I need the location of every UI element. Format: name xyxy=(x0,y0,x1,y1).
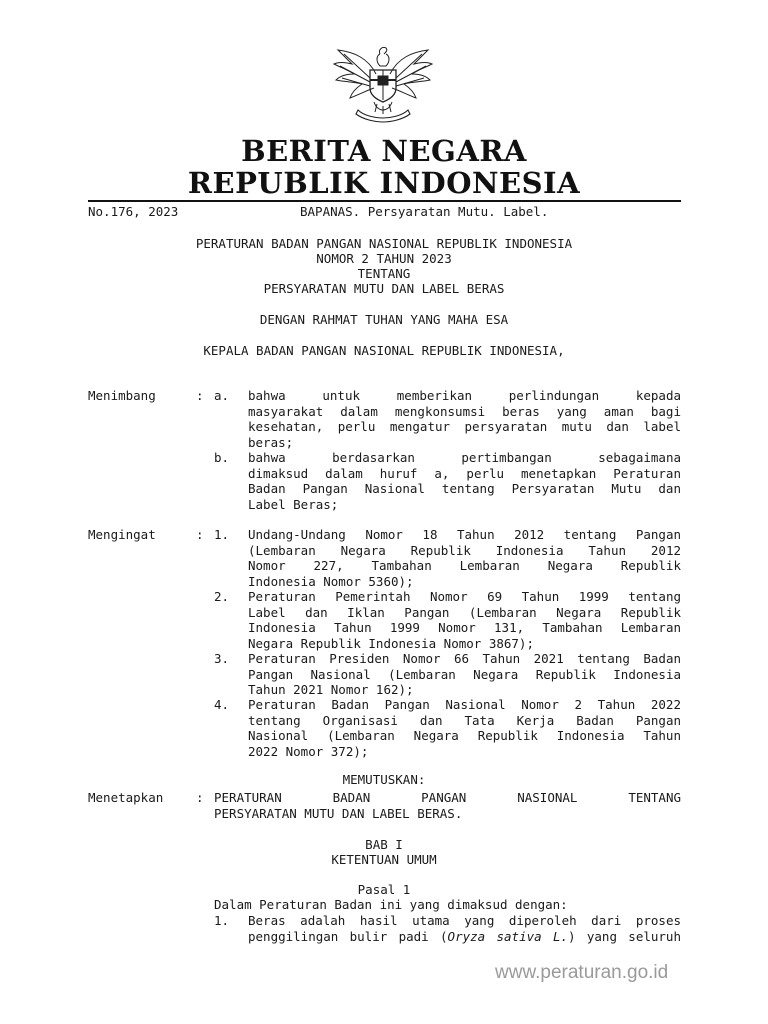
text-fragment: ) yang seluruh xyxy=(568,928,681,944)
gazette-number: No.176, 2023 xyxy=(88,204,179,219)
gazette-topic: BAPANAS. Persyaratan Mutu. Label. xyxy=(300,204,549,219)
text-line: PERSYARATAN MUTU DAN LABEL BERAS. xyxy=(214,805,463,821)
mengingat-item-4 xyxy=(248,697,681,759)
mengingat-marker-4: 4. xyxy=(214,697,230,712)
gazette-title: BERITA NEGARA xyxy=(241,134,527,168)
mengingat-marker-3: 3. xyxy=(214,651,230,666)
menimbang-section xyxy=(88,388,681,520)
scientific-name: Oryza sativa L. xyxy=(447,928,569,944)
authority-line: KEPALA BADAN PANGAN NASIONAL REPUBLIK INDONESIA, xyxy=(203,343,565,358)
text-line: kesehatan, perlu mengatur persyaratan mutu dan label xyxy=(248,419,681,434)
text-line: PERATURAN BADAN PANGAN NASIONAL TENTANG xyxy=(214,790,681,805)
menetapkan-text xyxy=(214,790,681,821)
garuda-emblem-icon xyxy=(330,44,436,124)
pasal-intro: Dalam Peraturan Badan ini yang dimaksud dengan: xyxy=(214,897,568,912)
pasal-item-1 xyxy=(214,913,681,945)
menetapkan-colon: : xyxy=(196,790,204,805)
pasal-item-text xyxy=(248,913,681,944)
text-line: Peraturan Presiden Nomor 66 Tahun 2021 tentang Badan xyxy=(248,651,681,666)
bab-number: BAB I xyxy=(365,837,403,852)
text-line: 2022 Nomor 372); xyxy=(248,743,369,759)
mengingat-section xyxy=(88,527,681,767)
mengingat-marker-1: 1. xyxy=(214,527,230,542)
mengingat-item-3 xyxy=(248,651,681,698)
menimbang-marker-a: a. xyxy=(214,388,230,403)
mengingat-item-2 xyxy=(248,589,681,651)
mengingat-item-1 xyxy=(248,527,681,589)
text-line: Indonesia Tahun 1999 Nomor 131, Tambahan Lembaran xyxy=(248,620,681,635)
text-line: Peraturan Badan Pangan Nasional Nomor 2 Tahun 2022 xyxy=(248,697,681,712)
text-line: Label Beras; xyxy=(248,496,339,512)
menimbang-item-b xyxy=(248,450,681,512)
website-watermark: www.peraturan.go.id xyxy=(495,962,669,983)
mengingat-label: Mengingat xyxy=(88,527,156,542)
text-fragment: penggilingan bulir padi ( xyxy=(248,928,448,944)
text-line: Badan Pangan Nasional tentang Persyaratan Mutu dan xyxy=(248,481,681,496)
regulation-tentang: TENTANG xyxy=(357,266,411,281)
gazette-subtitle: REPUBLIK INDONESIA xyxy=(187,166,581,200)
menetapkan-label: Menetapkan xyxy=(88,790,164,805)
text-line: Label dan Iklan Pangan (Lembaran Negara Republik xyxy=(248,604,681,620)
text-line: Tahun 2021 Nomor 162); xyxy=(248,682,414,697)
memutuskan-heading: MEMUTUSKAN: xyxy=(342,772,426,787)
text-line: Peraturan Pemerintah Nomor 69 Tahun 1999 tentang xyxy=(248,589,681,604)
regulation-title-line1: PERATURAN BADAN PANGAN NASIONAL REPUBLIK INDONESIA xyxy=(195,236,573,251)
menimbang-label: Menimbang xyxy=(88,388,156,403)
text-line: beras; xyxy=(248,434,294,450)
mengingat-marker-2: 2. xyxy=(214,589,230,604)
text-line: Pangan Nasional (Lembaran Negara Republik Indonesia xyxy=(248,666,681,682)
header-divider xyxy=(88,200,681,202)
menimbang-marker-b: b. xyxy=(214,450,230,465)
text-line xyxy=(248,929,681,945)
bab-title: KETENTUAN UMUM xyxy=(331,852,437,867)
text-line: dimaksud dalam huruf a, perlu menetapkan Peraturan xyxy=(248,465,681,481)
text-line: Undang-Undang Nomor 18 Tahun 2012 tentang Pangan xyxy=(248,527,681,542)
menimbang-colon: : xyxy=(196,388,204,403)
text-line: Nasional (Lembaran Negara Republik Indonesia Tahun xyxy=(248,728,681,743)
pasal-title: Pasal 1 xyxy=(357,882,411,897)
text-line: masyarakat dalam mengkonsumsi beras yang aman bagi xyxy=(248,403,681,419)
text-line: Nomor 227, Tambahan Lembaran Negara Republik xyxy=(248,558,681,573)
text-line: Beras adalah hasil utama yang diperoleh dari proses xyxy=(248,913,681,928)
mengingat-colon: : xyxy=(196,527,204,542)
text-line: tentang Organisasi dan Tata Kerja Badan Pangan xyxy=(248,712,681,728)
text-line: Negara Republik Indonesia Nomor 3867); xyxy=(248,635,534,651)
text-line: bahwa untuk memberikan perlindungan kepada xyxy=(248,388,681,403)
pasal-item-marker: 1. xyxy=(214,913,230,928)
menimbang-item-a xyxy=(248,388,681,450)
regulation-subject: PERSYARATAN MUTU DAN LABEL BERAS xyxy=(263,281,505,296)
blessing-line: DENGAN RAHMAT TUHAN YANG MAHA ESA xyxy=(259,312,509,327)
menetapkan-section xyxy=(88,790,681,824)
regulation-number: NOMOR 2 TAHUN 2023 xyxy=(316,251,452,266)
text-line: (Lembaran Negara Republik Indonesia Tahun 2012 xyxy=(248,542,681,558)
text-line: Indonesia Nomor 5360); xyxy=(248,573,414,589)
text-line: bahwa berdasarkan pertimbangan sebagaimana xyxy=(248,450,681,465)
